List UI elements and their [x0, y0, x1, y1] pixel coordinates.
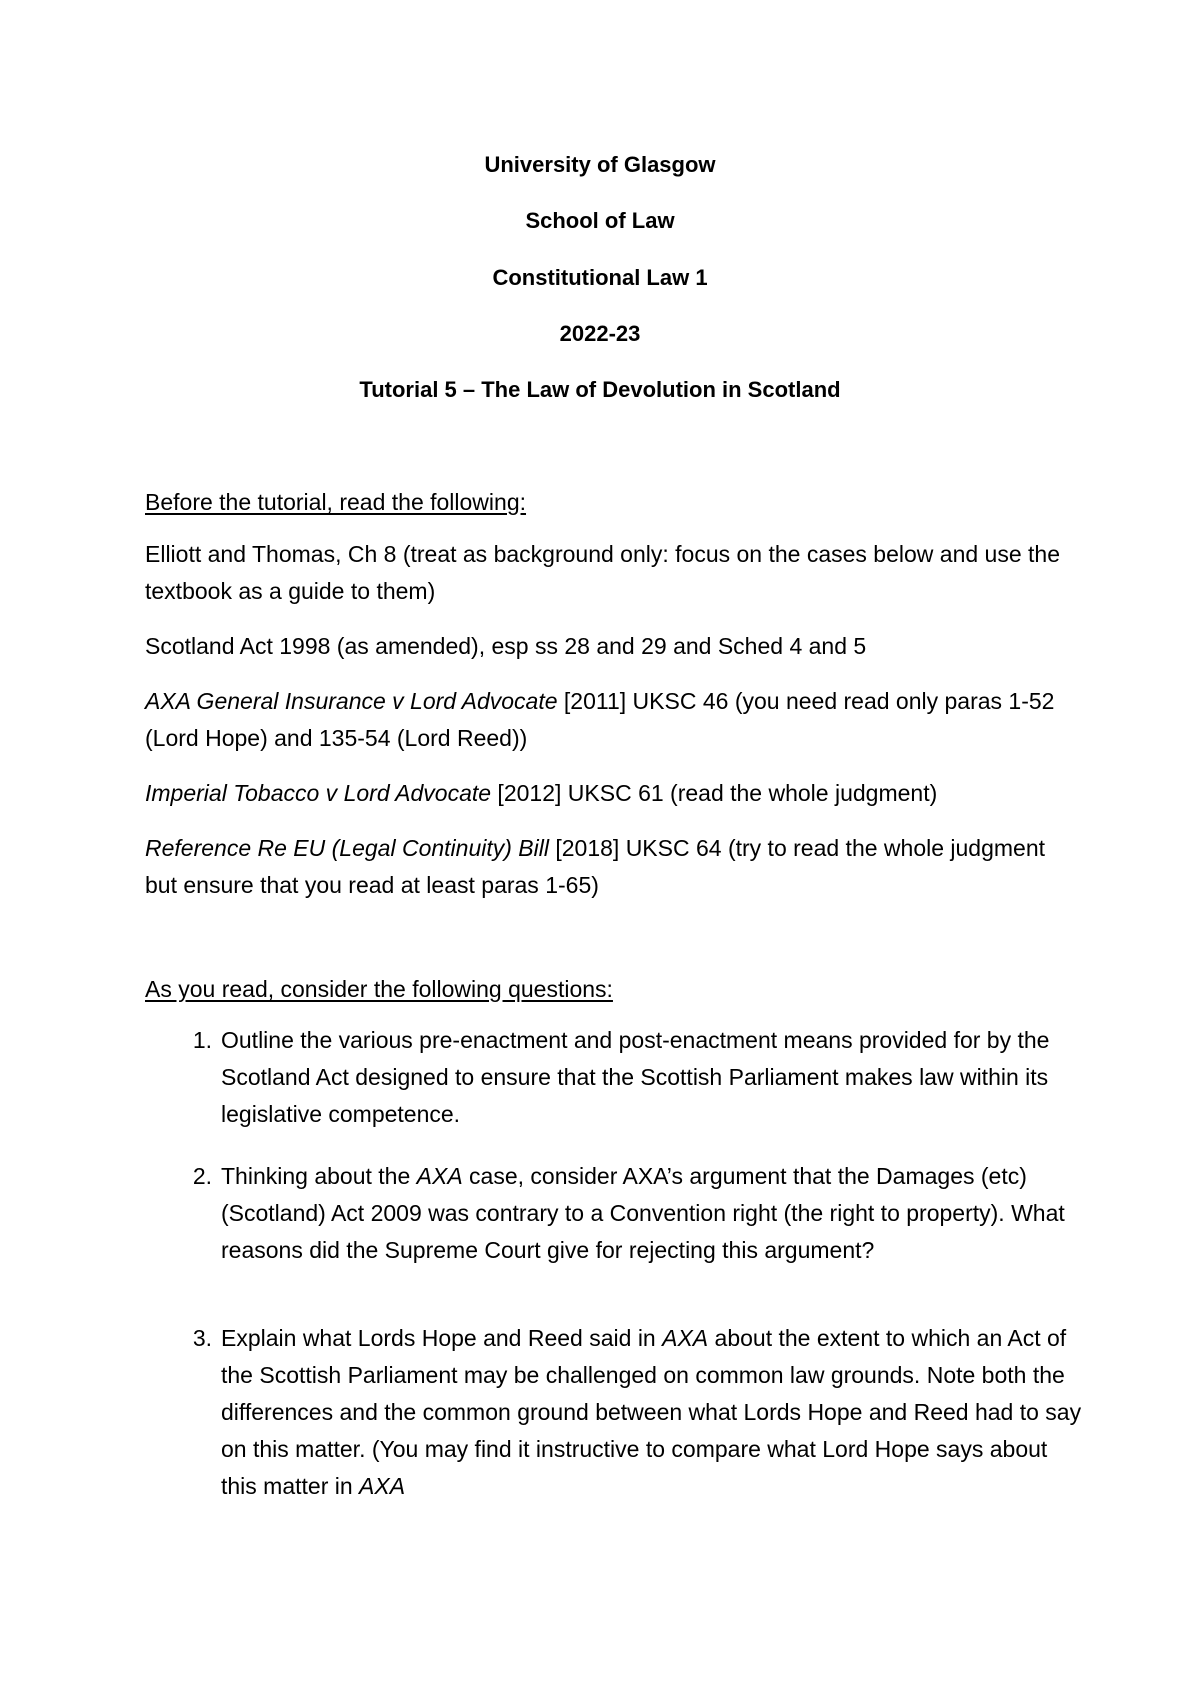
academic-year: 2022-23	[559, 321, 641, 346]
question-text: Outline the various pre-enactment and post-enactment means provided for by the Scotland Act designed to ensure that the Scottish Parliament makes law within its legislative competence.	[221, 1027, 1050, 1127]
case-name: AXA General Insurance v Lord Advocate	[145, 688, 558, 714]
case-name: AXA	[359, 1473, 406, 1499]
question-number: 3.	[192, 1325, 212, 1351]
reading-heading: Before the tutorial, read the following:	[145, 489, 527, 515]
reading-item	[145, 628, 1065, 665]
question-item	[145, 1320, 1085, 1505]
tutorial-title: Tutorial 5 – The Law of Devolution in Scotland	[359, 377, 841, 402]
case-name: Reference Re EU (Legal Continuity) Bill	[145, 835, 549, 861]
question-item	[145, 1022, 1085, 1133]
reading-text: Scotland Act 1998 (as amended), esp ss 28 and 29 and Sched 4 and 5	[145, 633, 867, 659]
question-number: 1.	[192, 1027, 212, 1053]
question-text: Explain what Lords Hope and Reed said in AXA about the extent to which an Act of the Scottish Parliament may be challenged on common law grounds. Note both the differences and the common ground between what Lords Hope and Reed had to say on this matter. (You may find it instructive to compare what Lord Hope says about this matter in AXA	[221, 1325, 1082, 1499]
reading-text: Elliott and Thomas, Ch 8 (treat as background only: focus on the cases below and use the textbook as a guide to them)	[145, 541, 1061, 604]
case-citation: [2012] UKSC 61 (read the whole judgment)	[491, 780, 938, 806]
case-name: AXA	[662, 1325, 709, 1351]
question-text: Thinking about the AXA case, consider AXA’s argument that the Damages (etc) (Scotland) Act 2009 was contrary to a Convention right (the right to property). What reasons did the Supreme Court give for rejecting this argument?	[221, 1163, 1065, 1263]
reading-item	[145, 775, 1065, 812]
case-name: Imperial Tobacco v Lord Advocate	[145, 780, 492, 806]
case-name: AXA	[416, 1163, 463, 1189]
case-citation: [2018] UKSC 64 (try to read the whole judgment but ensure that you read at least paras 1-65)	[145, 835, 1046, 898]
case-citation: [2011] UKSC 46 (you need read only paras 1-52 (Lord Hope) and 135-54 (Lord Reed))	[145, 688, 1055, 751]
university-name: University of Glasgow	[484, 152, 716, 177]
reading-item	[145, 536, 1065, 610]
question-number: 2.	[192, 1163, 212, 1189]
course-title: Constitutional Law 1	[492, 265, 708, 290]
question-item	[145, 1158, 1085, 1269]
reading-item	[145, 830, 1065, 904]
questions-heading: As you read, consider the following questions:	[145, 976, 613, 1002]
reading-item	[145, 683, 1065, 757]
school-name: School of Law	[525, 208, 675, 233]
